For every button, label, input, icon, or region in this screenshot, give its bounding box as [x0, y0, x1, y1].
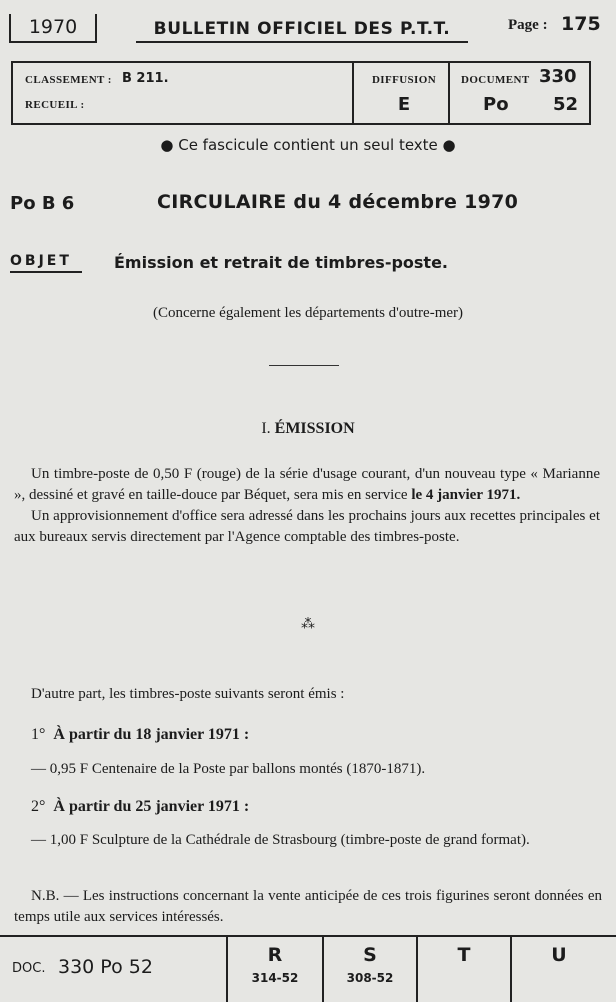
document-code: Po [483, 94, 509, 115]
circular-title: CIRCULAIRE du 4 décembre 1970 [157, 191, 519, 213]
bulletin-title: BULLETIN OFFICIEL DES P.T.T. [136, 14, 468, 43]
year-label: 1970 [9, 14, 97, 43]
footer-distribution-grid [0, 935, 616, 1002]
item-1-text: — 0,95 F Centenaire de la Poste par ballons montés (1870-1871). [31, 761, 426, 777]
footer-col-t: T [457, 944, 471, 966]
footer-col-s: S 308-52 [346, 944, 394, 985]
objet-label: OBJET [10, 253, 82, 273]
objet-text: Émission et retrait de timbres-poste. [114, 253, 449, 272]
asterism-separator: ⁂ [301, 617, 315, 632]
item-2-text: — 1,00 F Sculpture de la Cathédrale de Strasbourg (timbre-poste de grand format). [31, 832, 530, 848]
intro-paragraph: D'autre part, les timbres-poste suivants seront émis : [31, 686, 345, 702]
reference-code: Po B 6 [10, 193, 75, 214]
document-sub: 52 [553, 94, 579, 115]
item-2-heading: 2° À partir du 25 janvier 1971 : [31, 798, 250, 815]
footer-doc-label: DOC. [12, 961, 46, 976]
section-heading [0, 420, 616, 438]
body-paragraphs [14, 464, 600, 548]
concerne-note: (Concerne également les départements d'outre-mer) [152, 305, 464, 321]
classement-label: CLASSEMENT : [25, 74, 112, 86]
recueil-label: RECUEIL : [25, 99, 85, 111]
document-number: 330 [539, 66, 577, 87]
page-label: Page : [508, 17, 548, 33]
item-1-heading: 1° À partir du 18 janvier 1971 : [31, 726, 250, 743]
divider [269, 365, 339, 366]
diffusion-value: E [397, 94, 411, 115]
classification-box [11, 61, 591, 125]
section-title: ÉMISSION [274, 420, 355, 437]
document-label: DOCUMENT [461, 74, 530, 86]
fascicule-notice: ● Ce fascicule contient un seul texte ● [160, 136, 456, 154]
paragraph-1-date: le 4 janvier 1971. [411, 487, 521, 503]
nb-note: N.B. — Les instructions concernant la vente anticipée de ces trois figurines seront données en temps utile aux services intéressés. [14, 888, 602, 925]
classement-value: B 211. [122, 71, 169, 86]
footer-col-r: R 314-52 [251, 944, 299, 985]
paragraph-2: Un approvisionnement d'office sera adressé dans les prochains jours aux recettes principales et aux bureaux servis directement par l'Agence comptable des timbres-poste. [14, 508, 600, 545]
footer-doc-value: 330 Po 52 [58, 956, 153, 978]
diffusion-label: DIFFUSION [371, 74, 437, 86]
paragraph-1: Un timbre-poste de 0,50 F (rouge) de la série d'usage courant, d'un nouveau type « Marianne », dessiné et gravé en taille-douce par Béquet, sera mis en service le 4 janvier 1971. [14, 466, 600, 503]
page-number: 175 [561, 13, 601, 35]
section-number: I. [261, 420, 271, 437]
footer-col-u: U [551, 944, 567, 966]
